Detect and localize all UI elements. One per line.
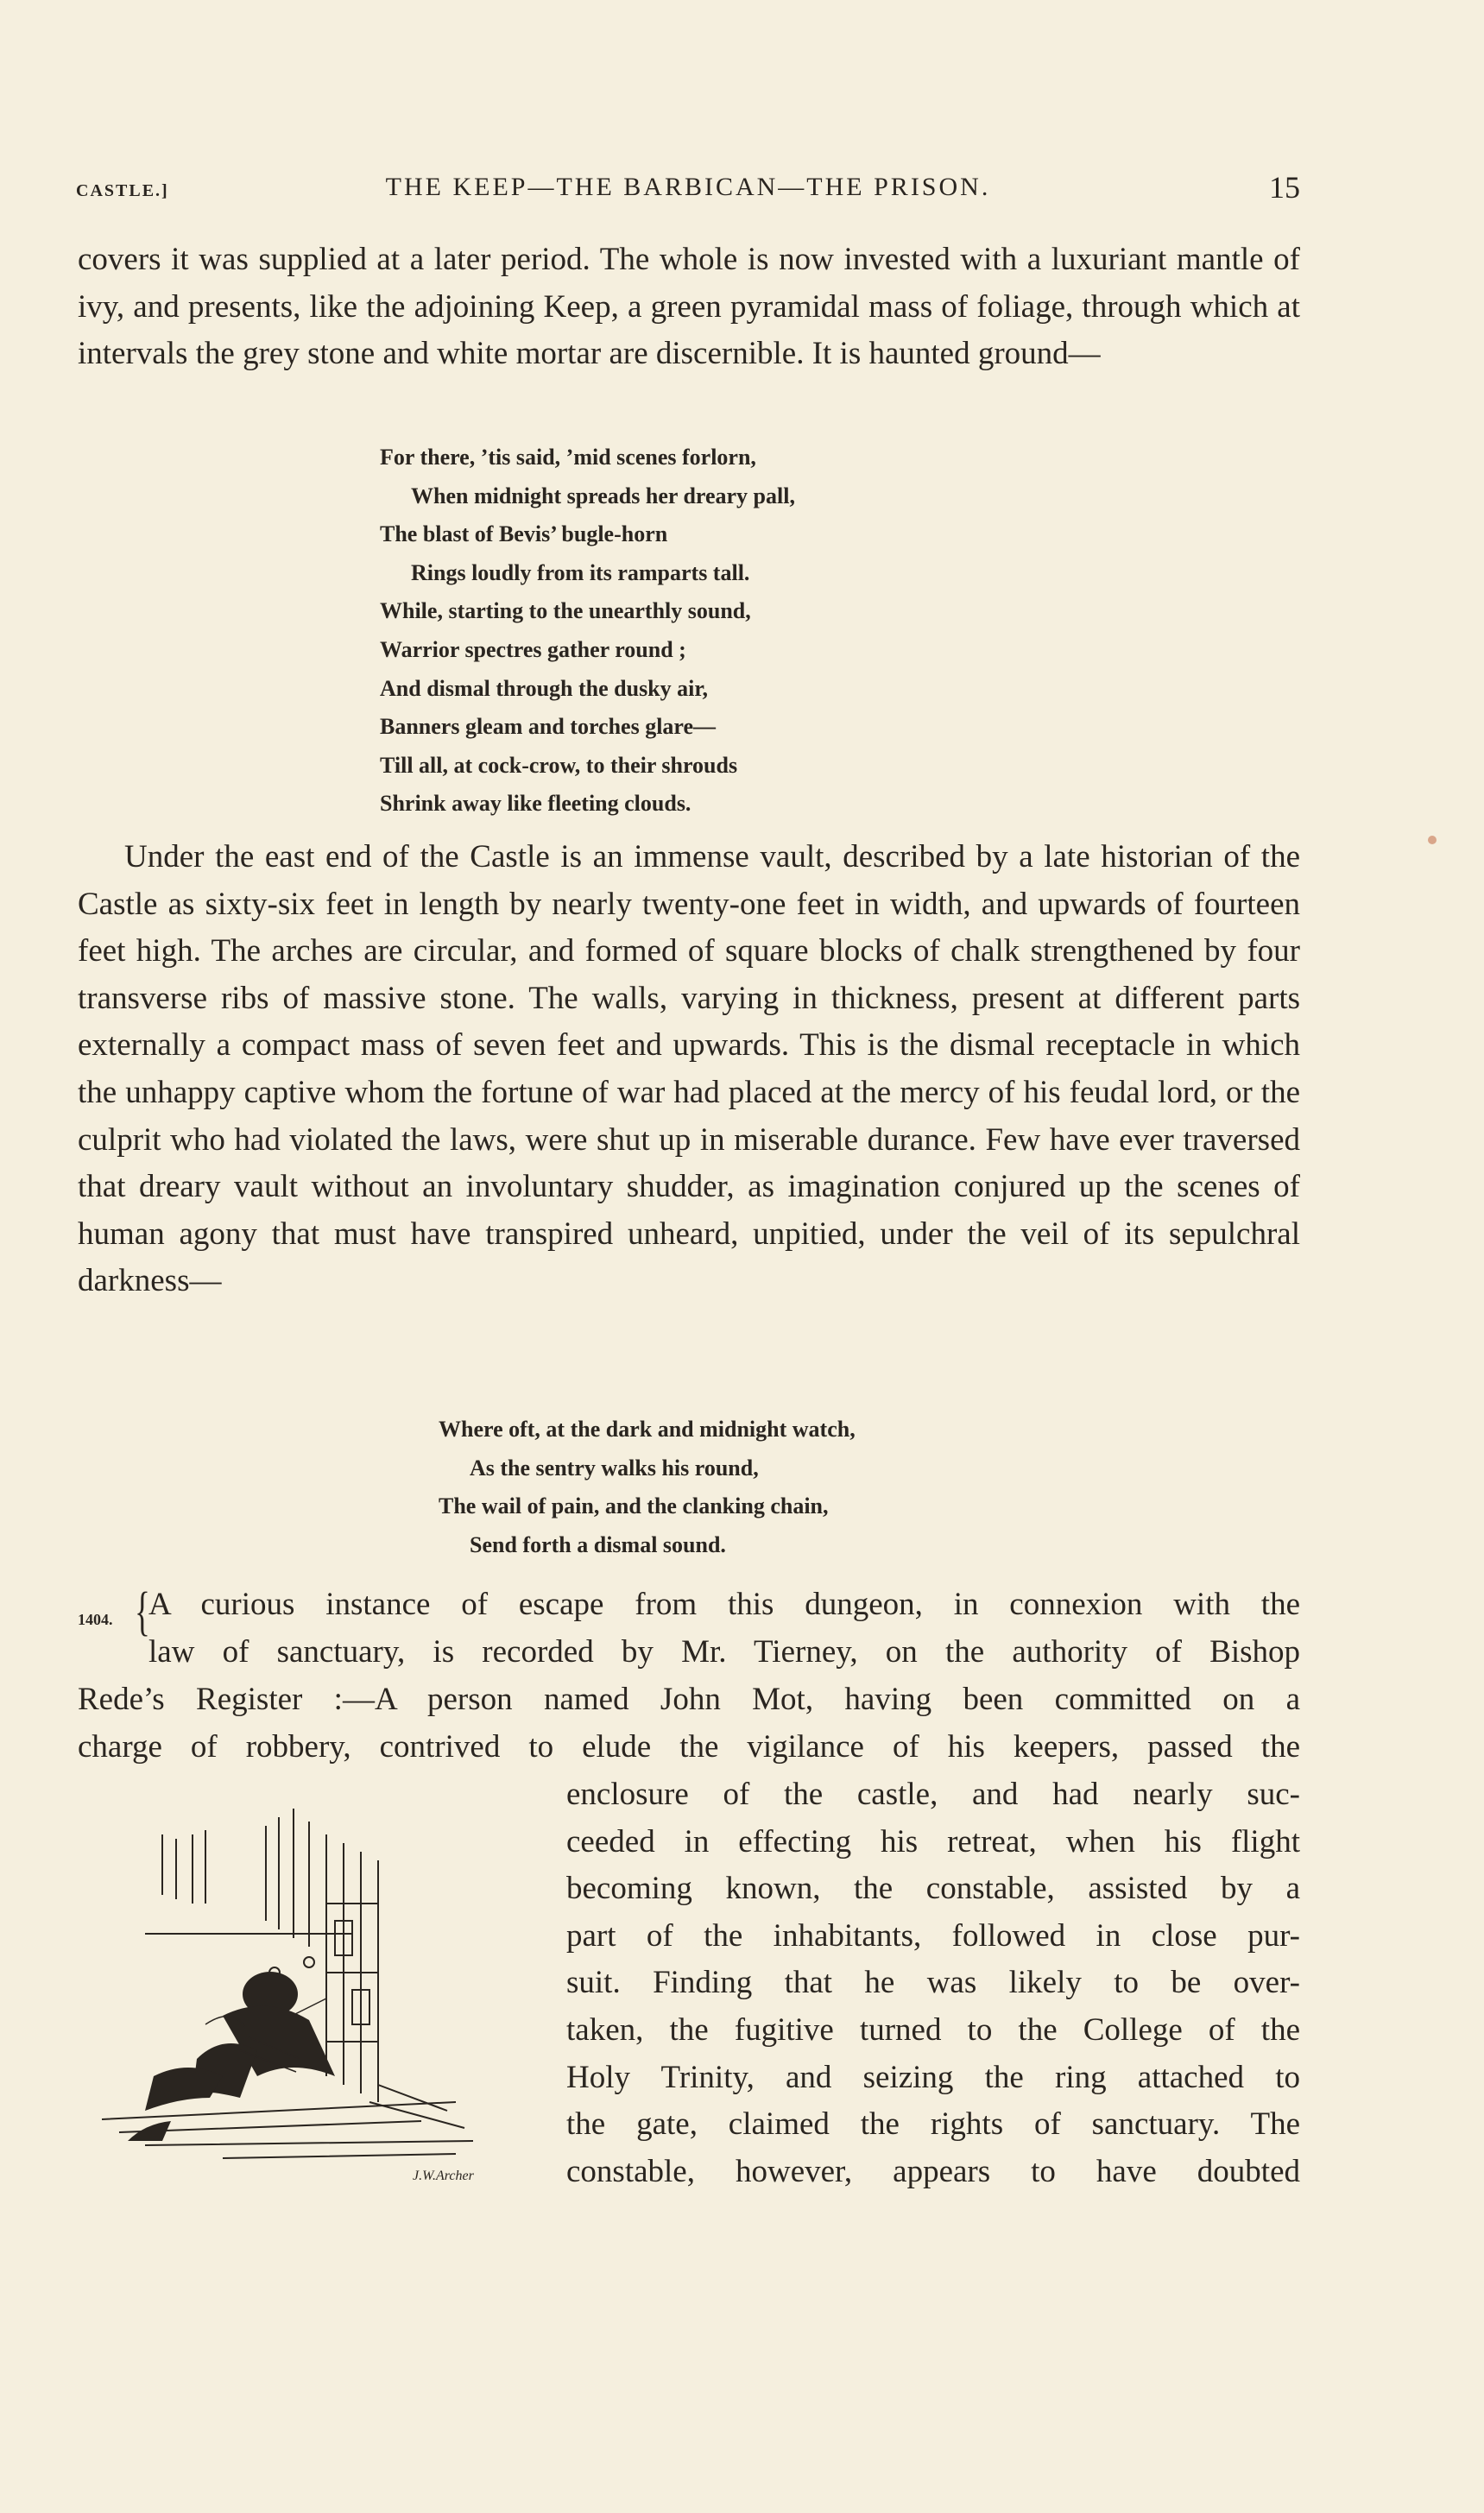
page-number: 15 — [1269, 170, 1300, 205]
paragraph-escape-line-2: law of sanctuary, is recorded by Mr. Tierney, on the authority of Bishop — [148, 1634, 1300, 1670]
verse-sentry — [439, 1411, 856, 1564]
verse-line: As the sentry walks his round, — [470, 1455, 759, 1481]
wrap-line: part of the inhabitants, followed in close pur- — [566, 1917, 1300, 1954]
fugitive-at-gate-engraving-icon — [93, 1800, 542, 2197]
verse-line: And dismal through the dusky air, — [380, 675, 709, 701]
verse-line: Banners gleam and torches glare— — [380, 714, 717, 740]
wrap-line: constable, however, appears to have doubted — [566, 2153, 1300, 2189]
paragraph-escape-line-1: A curious instance of escape from this dungeon, in connexion with the — [148, 1587, 1300, 1622]
verse-line: Shrink away like fleeting clouds. — [380, 791, 691, 817]
running-head-title: THE KEEP—THE BARBICAN—THE PRISON. — [385, 173, 991, 201]
running-head-section: CASTLE.] — [76, 181, 169, 200]
verse-line: Rings loudly from its ramparts tall. — [411, 559, 750, 585]
paper-spot — [1428, 836, 1437, 844]
wrap-line: enclosure of the castle, and had nearly suc- — [566, 1777, 1300, 1812]
wrap-line: ceeded in effecting his retreat, when his flight — [566, 1823, 1300, 1859]
wrap-line: taken, the fugitive turned to the College of the — [566, 2011, 1300, 2048]
paragraph-escape-wrap — [566, 1771, 1300, 2195]
paragraph-ivy: covers it was supplied at a later period. The whole is now invested with a luxuriant mantle of ivy, and presents, like the adjoining Keep, a green pyramidal mass of foliage, through which at intervals the grey stone and white mortar are discernible. It is haunted ground— — [78, 242, 1300, 372]
verse-bevis — [380, 439, 795, 824]
wrap-line: Holy Trinity, and seizing the ring attached to — [566, 2059, 1300, 2095]
verse-line: Send forth a dismal sound. — [470, 1531, 726, 1557]
verse-line: For there, ’tis said, ’mid scenes forlorn, — [380, 445, 756, 470]
verse-line: When midnight spreads her dreary pall, — [411, 483, 795, 508]
margin-date: 1404. — [78, 1611, 113, 1628]
verse-line: The wail of pain, and the clanking chain, — [439, 1493, 829, 1519]
verse-line: Where oft, at the dark and midnight watch, — [439, 1417, 856, 1442]
paragraph-escape-line-3: Rede’s Register :—A person named John Mot, having been committed on a — [78, 1682, 1300, 1717]
verse-line: Warrior spectres gather round ; — [380, 636, 686, 662]
illustration-signature: J.W.Archer — [413, 2169, 474, 2183]
engraving-svg — [93, 1800, 542, 2197]
wrap-line: the gate, claimed the rights of sanctuary. The — [566, 2106, 1300, 2143]
paragraph-vault: Under the east end of the Castle is an immense vault, described by a late historian of the Castle as sixty-six feet in length by nearly twenty-one feet in width, and upwards of fourteen feet high. The arches are circular, and formed of square blocks of chalk strengthened by four transverse ribs of massive stone. The walls, varying in thickness, present at different parts externally a compact mass of seven feet and upwards. This is the dismal receptacle in which the unhappy captive whom the fortune of war had placed at the mercy of his feudal lord, or the culprit who had violated the laws, were shut up in miserable durance. Few have ever traversed that dreary vault without an involuntary shudder, as imagination conjured up the scenes of human agony that must have transpired unheard, unpitied, under the veil of its sepulchral darkness— — [78, 839, 1300, 1299]
running-head — [76, 170, 1300, 211]
verse-line: The blast of Bevis’ bugle-horn — [380, 521, 668, 547]
margin-brace-icon: { — [134, 1582, 150, 1641]
verse-line: Till all, at cock-crow, to their shrouds — [380, 752, 738, 778]
wrap-line: becoming known, the constable, assisted by a — [566, 1871, 1300, 1907]
verse-line: While, starting to the unearthly sound, — [380, 598, 751, 624]
wrap-line: suit. Finding that he was likely to be over- — [566, 1965, 1300, 2001]
paragraph-escape-line-4: charge of robbery, contrived to elude the vigilance of his keepers, passed the — [78, 1729, 1300, 1765]
